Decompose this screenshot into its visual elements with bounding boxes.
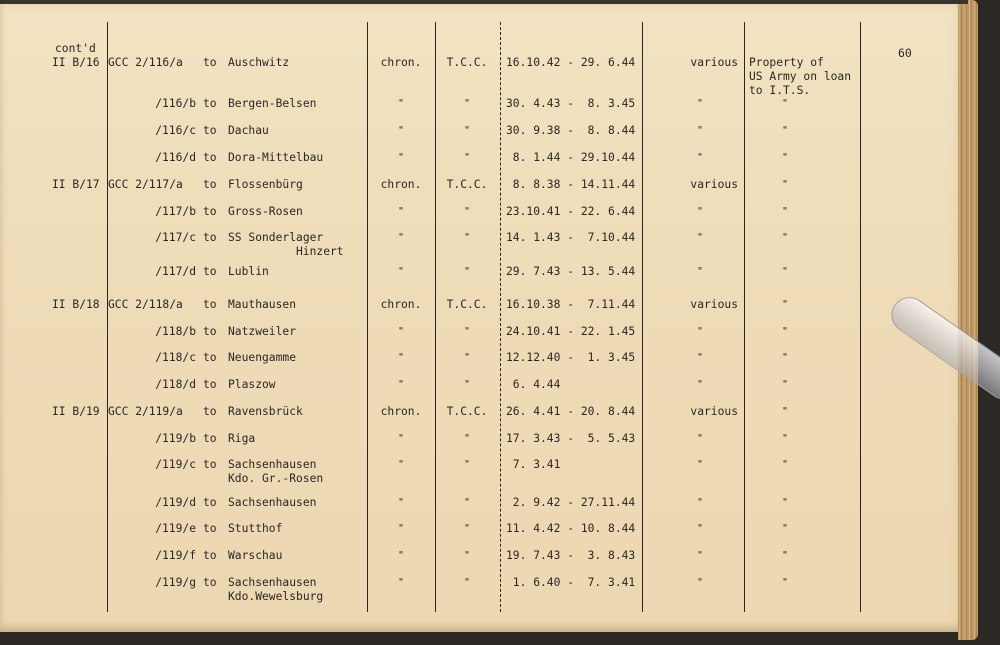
column-rule: [500, 22, 501, 612]
org-cell: ": [463, 125, 471, 136]
remark-cell: ": [781, 550, 789, 561]
place-cell: Plaszow: [228, 378, 276, 391]
quantity-cell: ": [696, 206, 704, 217]
dates-cell: 16.10.42 - 29. 6.44: [506, 56, 636, 69]
dates-cell: 1. 6.40 - 7. 3.41: [506, 576, 636, 589]
place-cell: Bergen-Belsen: [228, 97, 317, 110]
type-cell: ": [397, 232, 405, 243]
org-cell: ": [463, 98, 471, 109]
place-cell: Warschau: [228, 549, 283, 562]
to-cell: to: [203, 405, 217, 418]
type-cell: ": [397, 326, 405, 337]
remark-cell: ": [781, 577, 789, 588]
place-cell: Dora-Mittelbau: [228, 151, 324, 164]
remark-cell: ": [781, 232, 789, 243]
place-cell: Sachsenhausen: [228, 496, 317, 509]
reference-cell: /117/d: [155, 265, 196, 278]
to-cell: to: [203, 151, 217, 164]
dates-cell: 23.10.41 - 22. 6.44: [506, 205, 636, 218]
type-cell: ": [397, 459, 405, 470]
quantity-cell: ": [696, 125, 704, 136]
quantity-cell: various: [690, 56, 738, 69]
dates-cell: 30. 4.43 - 8. 3.45: [506, 97, 636, 110]
type-cell: ": [397, 352, 405, 363]
to-cell: to: [203, 458, 217, 471]
type-cell: ": [397, 550, 405, 561]
place-cell: Dachau: [228, 124, 269, 137]
section-cell: II B/16: [52, 56, 100, 69]
to-cell: to: [203, 124, 217, 137]
to-cell: to: [203, 351, 217, 364]
org-cell: ": [463, 266, 471, 277]
org-cell: T.C.C.: [446, 405, 488, 418]
org-cell: ": [463, 206, 471, 217]
reference-cell: /117/c: [155, 231, 196, 244]
org-cell: ": [463, 326, 471, 337]
place-line2-cell: Hinzert: [296, 245, 344, 258]
reference-cell: /118/d: [155, 378, 196, 391]
reference-cell: GCC 2/116/a: [108, 56, 183, 69]
org-cell: T.C.C.: [446, 298, 488, 311]
remark-cell: ": [781, 406, 789, 417]
remark-cell: ": [781, 352, 789, 363]
type-cell: ": [397, 152, 405, 163]
place-cell: Flossenbürg: [228, 178, 303, 191]
org-cell: ": [463, 352, 471, 363]
org-cell: ": [463, 152, 471, 163]
org-cell: ": [463, 523, 471, 534]
top-shadow: [0, 0, 968, 4]
place-cell: Gross-Rosen: [228, 205, 303, 218]
place-cell: Lublin: [228, 265, 269, 278]
remark-cell: ": [781, 433, 789, 444]
type-cell: ": [397, 206, 405, 217]
dates-cell: 7. 3.41: [506, 458, 561, 471]
place-cell: Riga: [228, 432, 256, 445]
reference-cell: GCC 2/119/a: [108, 405, 183, 418]
place-cell: Auschwitz: [228, 56, 290, 69]
to-cell: to: [203, 576, 217, 589]
remark-cell: ": [781, 459, 789, 470]
org-cell: ": [463, 577, 471, 588]
to-cell: to: [203, 432, 217, 445]
org-cell: ": [463, 232, 471, 243]
section-cell: II B/18: [52, 298, 100, 311]
type-cell: chron.: [380, 56, 422, 69]
place-cell: Sachsenhausen: [228, 458, 317, 471]
to-cell: to: [203, 178, 217, 191]
to-cell: to: [203, 205, 217, 218]
place-line2-cell: Kdo. Gr.-Rosen: [228, 472, 324, 485]
quantity-cell: ": [696, 266, 704, 277]
reference-cell: /119/b: [155, 432, 196, 445]
dates-cell: 8. 1.44 - 29.10.44: [506, 151, 636, 164]
quantity-cell: ": [696, 550, 704, 561]
remark-cell: ": [781, 523, 789, 534]
org-cell: ": [463, 433, 471, 444]
dates-cell: 29. 7.43 - 13. 5.44: [506, 265, 636, 278]
reference-cell: /118/b: [155, 325, 196, 338]
page-number: 60: [898, 46, 912, 60]
dates-cell: 12.12.40 - 1. 3.45: [506, 351, 636, 364]
remark-line2-cell: US Army on loan: [749, 70, 852, 83]
reference-cell: /119/d: [155, 496, 196, 509]
remark-cell: Property of: [749, 56, 824, 69]
dates-cell: 16.10.38 - 7.11.44: [506, 298, 636, 311]
dates-cell: 26. 4.41 - 20. 8.44: [506, 405, 636, 418]
org-cell: T.C.C.: [446, 56, 488, 69]
quantity-cell: various: [690, 405, 738, 418]
remark-cell: ": [781, 299, 789, 310]
to-cell: to: [203, 265, 217, 278]
column-rule: [107, 22, 108, 612]
type-cell: ": [397, 125, 405, 136]
type-cell: ": [397, 379, 405, 390]
place-cell: Stutthof: [228, 522, 283, 535]
reference-cell: /119/f: [155, 549, 196, 562]
reference-cell: /117/b: [155, 205, 196, 218]
column-rule: [367, 22, 368, 612]
place-cell: Mauthausen: [228, 298, 297, 311]
reference-cell: /116/c: [155, 124, 196, 137]
book-page-edges: [958, 0, 978, 640]
type-cell: chron.: [380, 298, 422, 311]
column-rule: [744, 22, 745, 612]
type-cell: ": [397, 523, 405, 534]
contd-label: cont'd: [55, 42, 96, 55]
section-cell: II B/17: [52, 178, 100, 191]
dates-cell: 24.10.41 - 22. 1.45: [506, 325, 636, 338]
org-cell: T.C.C.: [446, 178, 488, 191]
quantity-cell: ": [696, 577, 704, 588]
to-cell: to: [203, 298, 217, 311]
dates-cell: 14. 1.43 - 7.10.44: [506, 231, 636, 244]
to-cell: to: [203, 231, 217, 244]
to-cell: to: [203, 325, 217, 338]
section-cell: II B/19: [52, 405, 100, 418]
remark-line3-cell: to I.T.S.: [749, 84, 811, 97]
to-cell: to: [203, 56, 217, 69]
column-rule: [642, 22, 643, 612]
reference-cell: /119/g: [155, 576, 196, 589]
quantity-cell: ": [696, 523, 704, 534]
type-cell: ": [397, 577, 405, 588]
place-cell: Ravensbrück: [228, 405, 303, 418]
remark-cell: ": [781, 326, 789, 337]
place-cell: Neuengamme: [228, 351, 297, 364]
to-cell: to: [203, 549, 217, 562]
org-cell: ": [463, 379, 471, 390]
remark-cell: ": [781, 125, 789, 136]
reference-cell: /119/c: [155, 458, 196, 471]
place-line2-cell: Kdo.Wewelsburg: [228, 590, 324, 603]
type-cell: ": [397, 98, 405, 109]
quantity-cell: ": [696, 326, 704, 337]
type-cell: ": [397, 433, 405, 444]
dates-cell: 30. 9.38 - 8. 8.44: [506, 124, 636, 137]
org-cell: ": [463, 459, 471, 470]
place-cell: Sachsenhausen: [228, 576, 317, 589]
type-cell: chron.: [380, 178, 422, 191]
dates-cell: 11. 4.42 - 10. 8.44: [506, 522, 636, 535]
remark-cell: ": [781, 179, 789, 190]
reference-cell: /119/e: [155, 522, 196, 535]
column-rule: [435, 22, 436, 612]
quantity-cell: ": [696, 497, 704, 508]
dates-cell: 17. 3.43 - 5. 5.43: [506, 432, 636, 445]
remark-cell: ": [781, 497, 789, 508]
org-cell: ": [463, 550, 471, 561]
quantity-cell: various: [690, 178, 738, 191]
quantity-cell: ": [696, 98, 704, 109]
remark-cell: ": [781, 266, 789, 277]
place-cell: Natzweiler: [228, 325, 297, 338]
org-cell: ": [463, 497, 471, 508]
dates-cell: 2. 9.42 - 27.11.44: [506, 496, 636, 509]
quantity-cell: ": [696, 459, 704, 470]
reference-cell: GCC 2/118/a: [108, 298, 183, 311]
type-cell: chron.: [380, 405, 422, 418]
quantity-cell: ": [696, 232, 704, 243]
remark-cell: ": [781, 206, 789, 217]
to-cell: to: [203, 378, 217, 391]
remark-cell: ": [781, 98, 789, 109]
remark-cell: ": [781, 379, 789, 390]
to-cell: to: [203, 522, 217, 535]
remark-cell: ": [781, 152, 789, 163]
type-cell: ": [397, 497, 405, 508]
dates-cell: 6. 4.44: [506, 378, 561, 391]
quantity-cell: ": [696, 433, 704, 444]
type-cell: ": [397, 266, 405, 277]
reference-cell: /118/c: [155, 351, 196, 364]
place-cell: SS Sonderlager: [228, 231, 324, 244]
reference-cell: /116/b: [155, 97, 196, 110]
quantity-cell: ": [696, 152, 704, 163]
dates-cell: 8. 8.38 - 14.11.44: [506, 178, 636, 191]
quantity-cell: various: [690, 298, 738, 311]
column-rule: [860, 22, 861, 612]
quantity-cell: ": [696, 352, 704, 363]
to-cell: to: [203, 97, 217, 110]
to-cell: to: [203, 496, 217, 509]
dates-cell: 19. 7.43 - 3. 8.43: [506, 549, 636, 562]
quantity-cell: ": [696, 379, 704, 390]
reference-cell: /116/d: [155, 151, 196, 164]
reference-cell: GCC 2/117/a: [108, 178, 183, 191]
